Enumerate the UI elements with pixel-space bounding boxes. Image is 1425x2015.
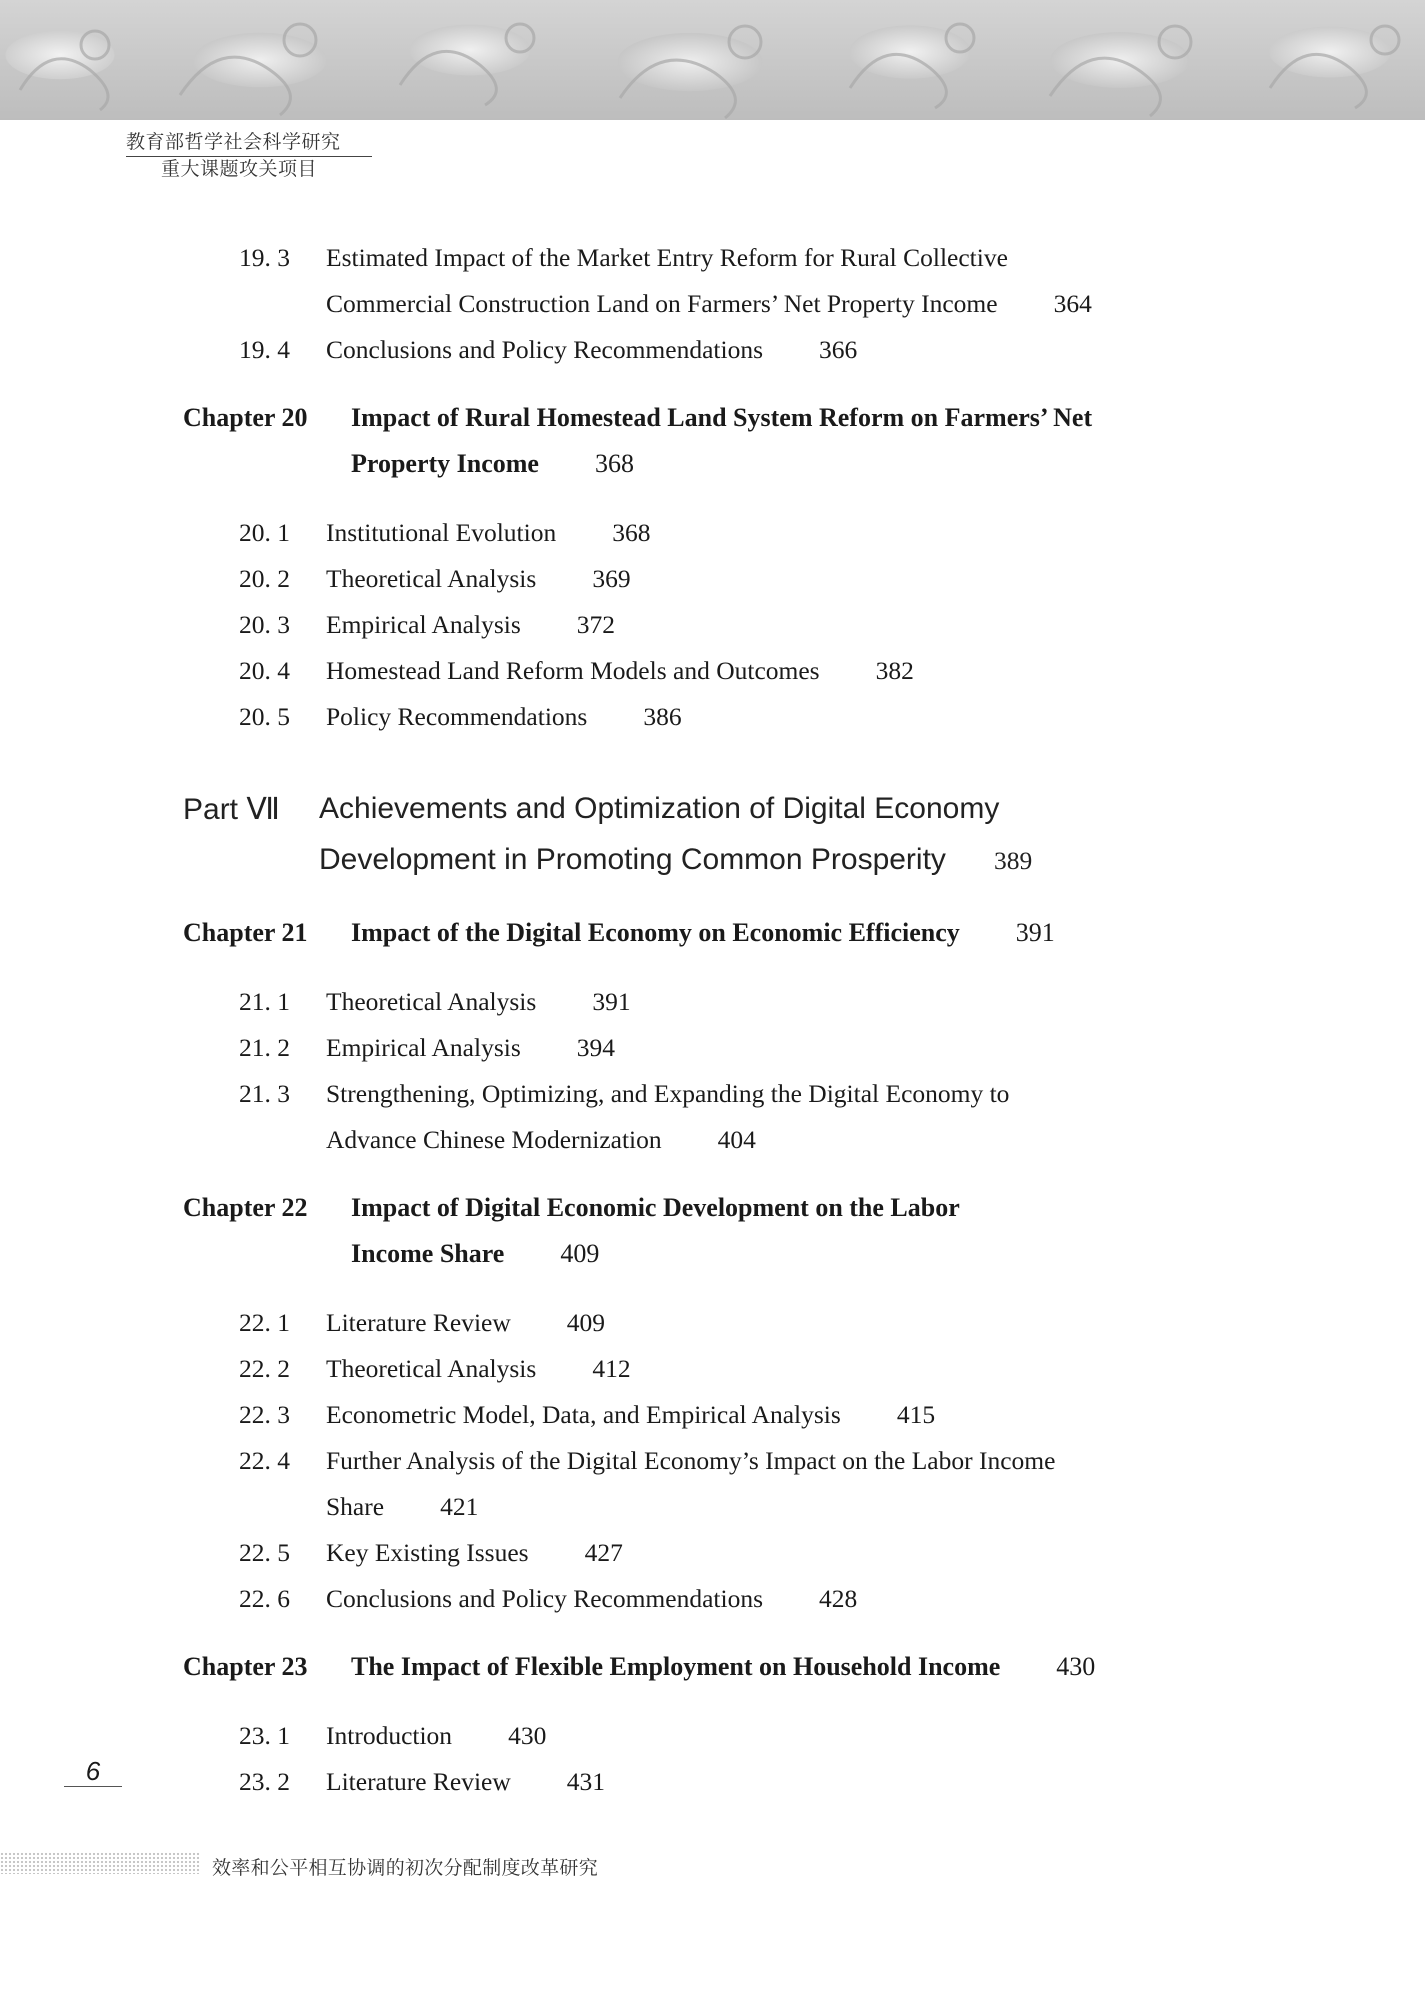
section-title-cont: Commercial Construction Land on Farmers’ Net Property Income — [326, 289, 998, 318]
toc-entry-19-3-cont[interactable] — [326, 289, 1092, 319]
chapter-number: Chapter 20 — [183, 403, 308, 432]
header-line-1: 教育部哲学社会科学研究 — [126, 130, 372, 157]
section-number: 22. 1 — [239, 1308, 290, 1337]
section-title: Introduction — [326, 1721, 453, 1750]
section-number: 22. 6 — [239, 1584, 290, 1613]
chapter-number: Chapter 21 — [183, 918, 308, 947]
section-title: Estimated Impact of the Market Entry Reform for Rural Collective — [326, 243, 1008, 272]
page-ref: 430 — [1056, 1652, 1096, 1681]
section-title-wrap — [326, 1354, 631, 1384]
chapter-title-wrap — [351, 918, 1055, 948]
page-ref: 427 — [584, 1538, 623, 1567]
page-ref: 382 — [875, 656, 914, 685]
section-title: Empirical Analysis — [326, 1033, 521, 1062]
section-number: 23. 1 — [239, 1721, 290, 1750]
section-number: 20. 1 — [239, 518, 290, 547]
section-title: Theoretical Analysis — [326, 1354, 537, 1383]
section-number: 21. 3 — [239, 1079, 290, 1108]
page-ref: 364 — [1053, 289, 1092, 318]
part-number: Part Ⅶ — [183, 793, 280, 826]
header-line-2: 重大课题攻关项目 — [161, 158, 318, 180]
page-ref: 412 — [592, 1354, 631, 1383]
section-title: Policy Recommendations — [326, 702, 588, 731]
running-header — [126, 130, 372, 181]
chapter-title: Impact of the Digital Economy on Economic Efficiency — [351, 918, 960, 947]
section-title: Conclusions and Policy Recommendations — [326, 1584, 763, 1613]
part-title: Achievements and Optimization of Digital Economy — [319, 792, 1000, 825]
page-ref: 391 — [592, 987, 631, 1016]
cloud-pattern-icon — [0, 0, 1425, 120]
section-title-cont: Advance Chinese Modernization — [326, 1125, 662, 1154]
section-title: Conclusions and Policy Recommendations — [326, 335, 763, 364]
section-title: Econometric Model, Data, and Empirical Analysis — [326, 1400, 841, 1429]
section-title-wrap — [326, 987, 631, 1017]
page-ref: 415 — [896, 1400, 936, 1429]
section-title-wrap — [326, 335, 857, 365]
page-ref: 409 — [566, 1308, 606, 1337]
section-title-wrap — [326, 1767, 605, 1797]
section-title-wrap — [326, 656, 914, 686]
footer-dot-pattern — [0, 1852, 200, 1874]
section-title: Key Existing Issues — [326, 1538, 529, 1567]
page-ref: 421 — [440, 1492, 479, 1521]
page-ref: 369 — [592, 564, 631, 593]
chapter-title: Impact of Rural Homestead Land System Reform on Farmers’ Net — [351, 403, 1093, 432]
section-number: 22. 5 — [239, 1538, 290, 1567]
section-title-cont: Share — [326, 1492, 385, 1521]
page-ref: 404 — [717, 1125, 756, 1154]
page-ref: 409 — [560, 1239, 600, 1268]
page-ref: 368 — [612, 518, 651, 547]
section-number: 22. 3 — [239, 1400, 290, 1429]
running-footer: 效率和公平相互协调的初次分配制度改革研究 — [212, 1857, 599, 1879]
section-title: Further Analysis of the Digital Economy’s Impact on the Labor Income — [326, 1446, 1056, 1475]
page-ref: 372 — [576, 610, 616, 639]
page-ref: 428 — [819, 1584, 858, 1613]
section-number: 20. 4 — [239, 656, 290, 685]
page-ref: 366 — [819, 335, 858, 364]
part-title-cont: Development in Promoting Common Prosperity — [319, 843, 946, 876]
section-title: Theoretical Analysis — [326, 564, 537, 593]
section-title-wrap — [326, 564, 631, 594]
section-title-wrap — [326, 1308, 605, 1338]
section-title-wrap — [326, 610, 615, 640]
toc-part-7-cont[interactable] — [319, 843, 1032, 877]
section-title-wrap — [326, 1721, 546, 1751]
section-title: Institutional Evolution — [326, 518, 557, 547]
toc-entry-22-4-cont[interactable] — [326, 1492, 478, 1522]
page-ref: 430 — [508, 1721, 547, 1750]
toc-chapter-20-cont[interactable] — [351, 449, 634, 479]
page-ref: 386 — [643, 702, 682, 731]
section-title-wrap — [326, 518, 650, 548]
page-number: 6 — [64, 1756, 122, 1787]
page-ref: 391 — [1015, 918, 1055, 947]
section-title: Empirical Analysis — [326, 610, 521, 639]
chapter-title: The Impact of Flexible Employment on Household Income — [351, 1652, 1001, 1681]
section-number: 21. 1 — [239, 987, 290, 1016]
section-title: Strengthening, Optimizing, and Expanding the Digital Economy to — [326, 1079, 1010, 1108]
page-ref: 389 — [993, 846, 1033, 875]
section-number: 23. 2 — [239, 1767, 290, 1796]
section-title-wrap — [326, 1033, 615, 1063]
page-ref: 394 — [576, 1033, 616, 1062]
chapter-number: Chapter 23 — [183, 1652, 308, 1681]
section-number: 20. 5 — [239, 702, 290, 731]
toc-chapter-22-cont[interactable] — [351, 1239, 599, 1269]
page-ref: 368 — [594, 449, 634, 478]
section-title: Literature Review — [326, 1308, 511, 1337]
toc-entry-21-3-cont[interactable] — [326, 1125, 756, 1155]
chapter-title-wrap — [351, 1652, 1095, 1682]
section-number: 21. 2 — [239, 1033, 290, 1062]
section-title-wrap — [326, 1584, 857, 1614]
section-number: 20. 2 — [239, 564, 290, 593]
section-title: Homestead Land Reform Models and Outcomes — [326, 656, 820, 685]
section-number: 19. 3 — [239, 243, 290, 272]
section-number: 19. 4 — [239, 335, 290, 364]
section-title-wrap — [326, 1538, 623, 1568]
decorative-cloud-banner — [0, 0, 1425, 120]
chapter-title-cont: Property Income — [351, 449, 539, 478]
section-number: 20. 3 — [239, 610, 290, 639]
section-title: Literature Review — [326, 1767, 511, 1796]
section-title-wrap — [326, 702, 682, 732]
chapter-number: Chapter 22 — [183, 1193, 308, 1222]
section-number: 22. 2 — [239, 1354, 290, 1383]
section-number: 22. 4 — [239, 1446, 290, 1475]
section-title-wrap — [326, 1400, 935, 1430]
chapter-title: Impact of Digital Economic Development on the Labor — [351, 1193, 960, 1222]
section-title: Theoretical Analysis — [326, 987, 537, 1016]
page-ref: 431 — [566, 1767, 606, 1796]
chapter-title-cont: Income Share — [351, 1239, 505, 1268]
